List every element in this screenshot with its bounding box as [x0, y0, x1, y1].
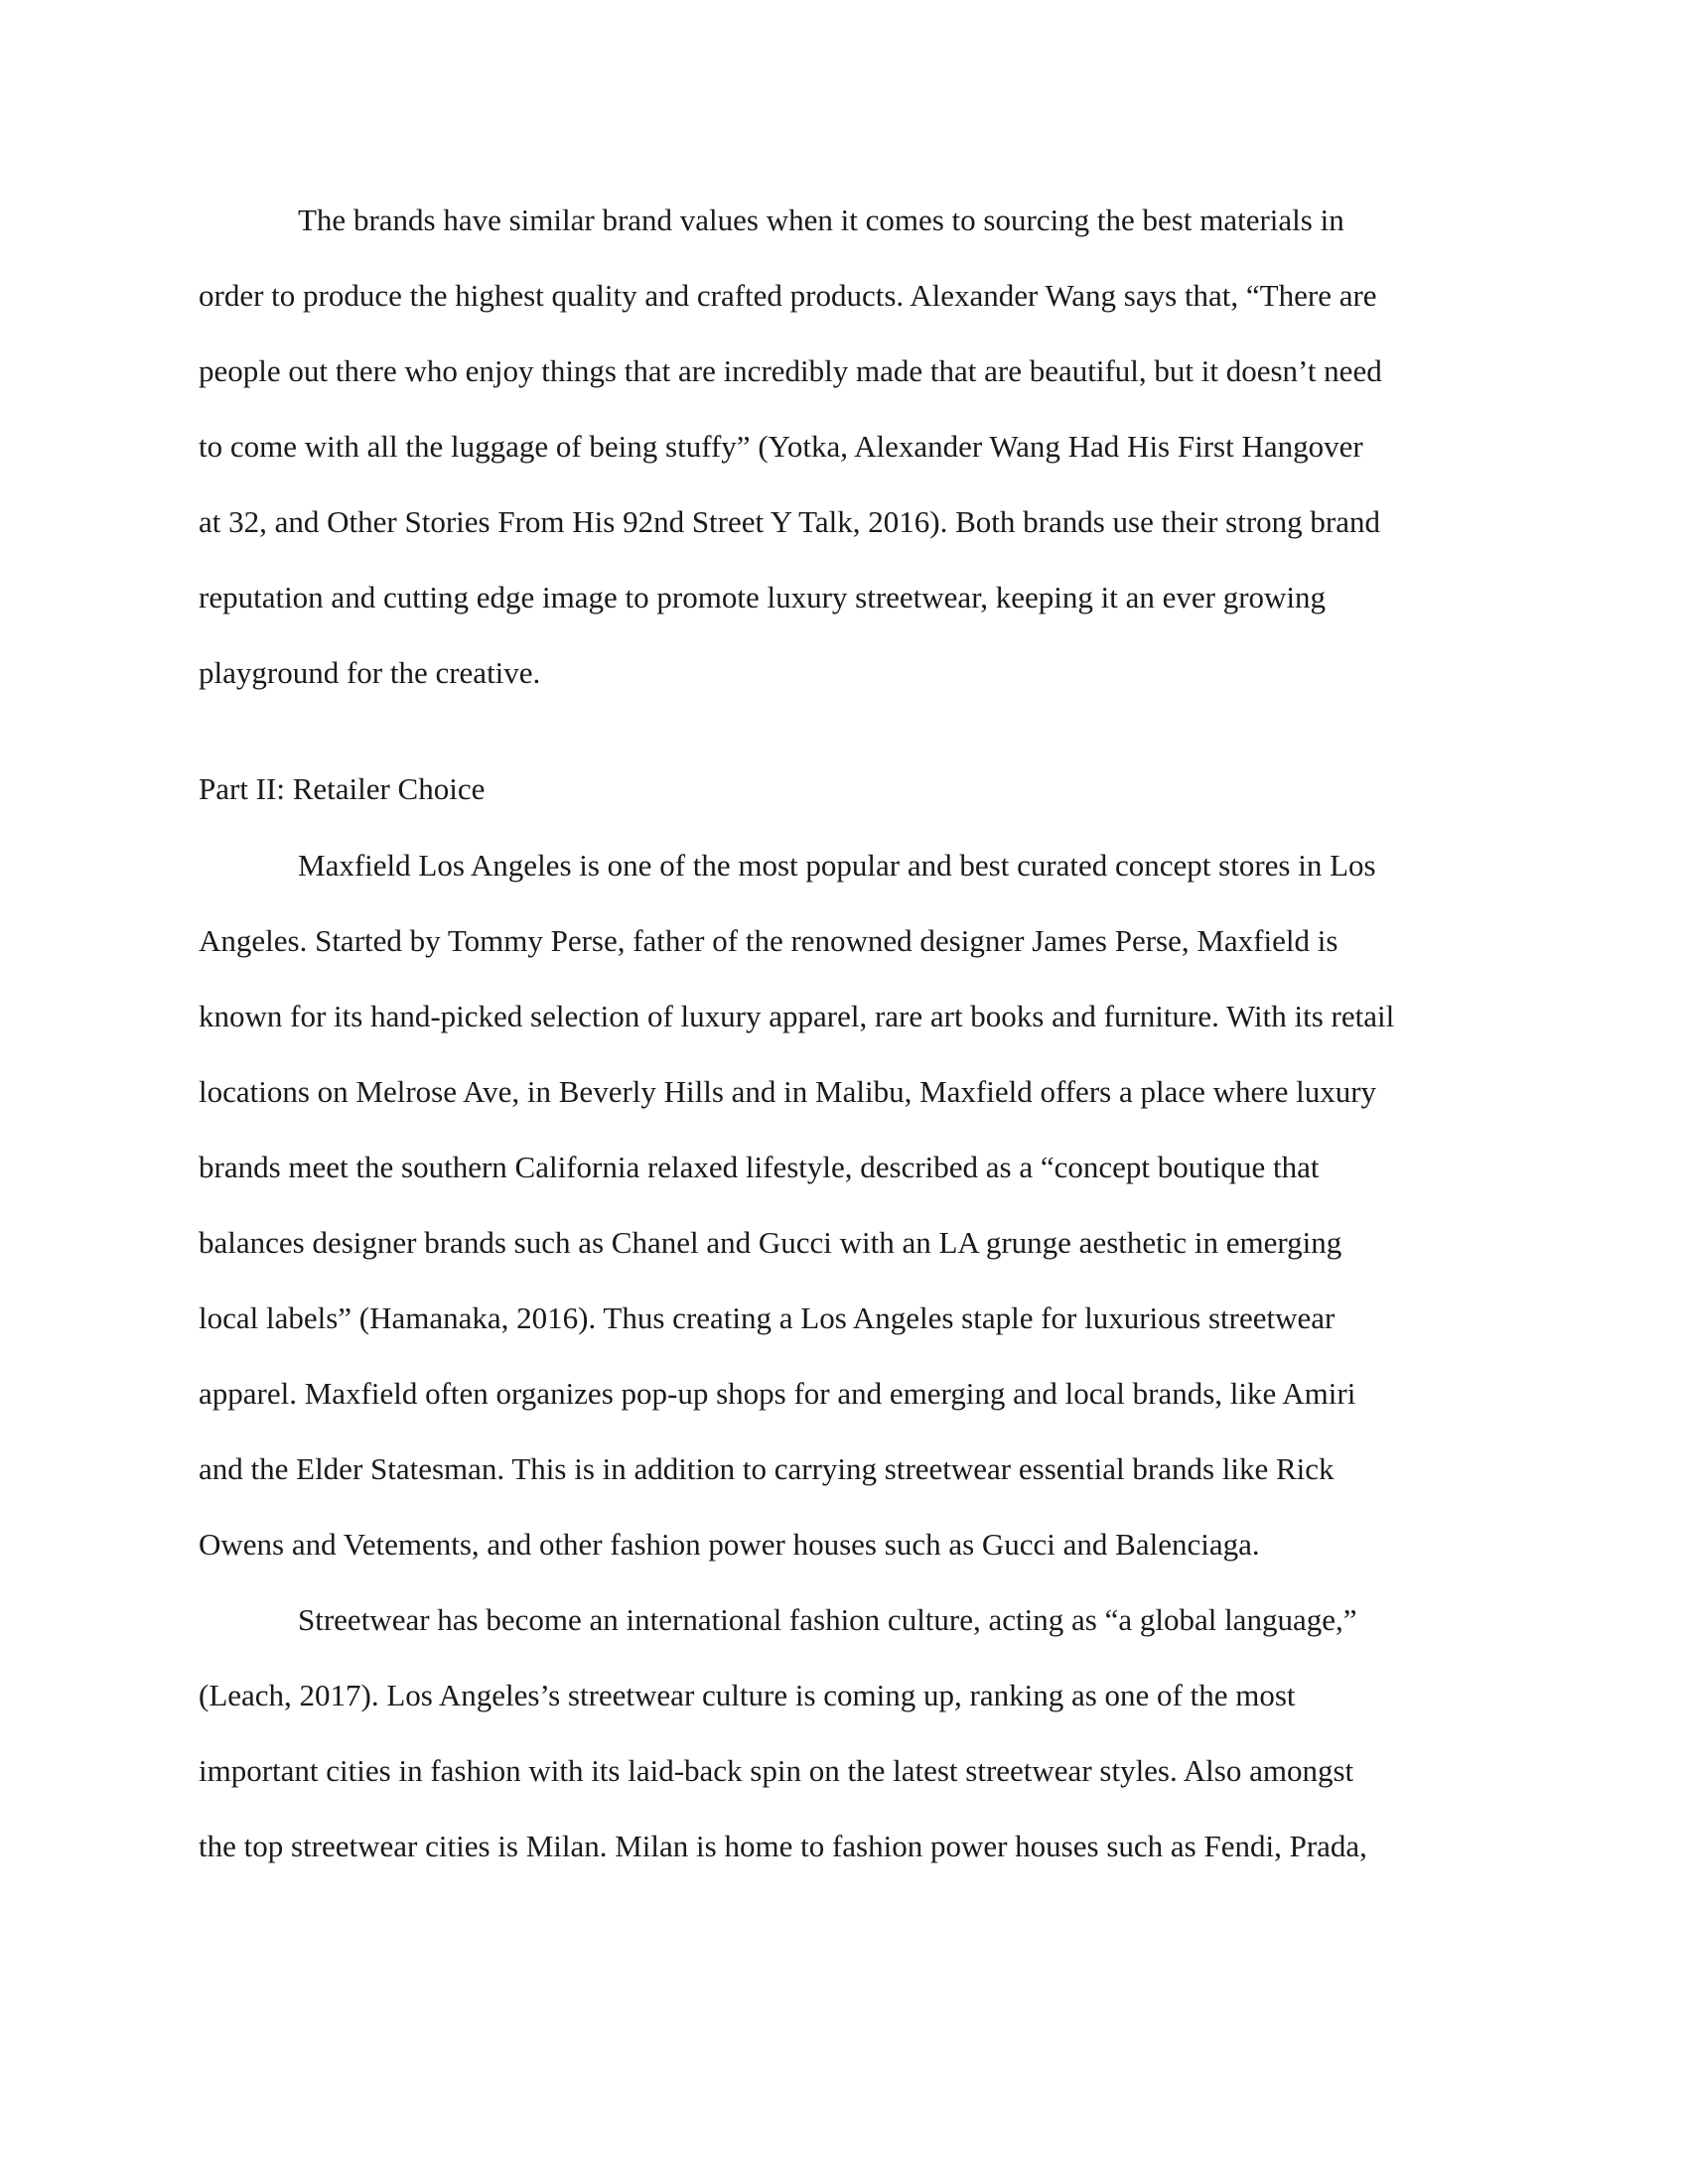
paragraph-1-line: order to produce the highest quality and crafted products. Alexander Wang says that, “There are: [199, 278, 1377, 313]
paragraph-3-line: Streetwear has become an international fashion culture, acting as “a global language,”: [298, 1602, 1357, 1637]
paragraph-2-line: apparel. Maxfield often organizes pop-up shops for and emerging and local brands, like Amiri: [199, 1376, 1356, 1411]
paragraph-2-line: brands meet the southern California relaxed lifestyle, described as a “concept boutique that: [199, 1150, 1320, 1184]
paragraph-2-line: Maxfield Los Angeles is one of the most popular and best curated concept stores in Los: [298, 848, 1376, 883]
paragraph-1-line: at 32, and Other Stories From His 92nd Street Y Talk, 2016). Both brands use their strong brand: [199, 504, 1381, 539]
paragraph-1-line: The brands have similar brand values when it comes to sourcing the best materials in: [298, 203, 1344, 237]
paragraph-2-line: Angeles. Started by Tommy Perse, father of the renowned designer James Perse, Maxfield is: [199, 923, 1338, 958]
section-heading: Part II: Retailer Choice: [199, 771, 486, 806]
paragraph-1-line: people out there who enjoy things that are incredibly made that are beautiful, but it doesn’t need: [199, 353, 1382, 388]
paragraph-2-line: known for its hand-picked selection of luxury apparel, rare art books and furniture. With its retail: [199, 999, 1395, 1033]
paragraph-2-line: and the Elder Statesman. This is in addition to carrying streetwear essential brands like Rick: [199, 1451, 1335, 1486]
paragraph-2-line: locations on Melrose Ave, in Beverly Hills and in Malibu, Maxfield offers a place where luxury: [199, 1074, 1377, 1109]
paragraph-2-line: local labels” (Hamanaka, 2016). Thus creating a Los Angeles staple for luxurious streetwear: [199, 1300, 1336, 1335]
paragraph-3-line: (Leach, 2017). Los Angeles’s streetwear culture is coming up, ranking as one of the most: [199, 1678, 1296, 1712]
paragraph-1-line: playground for the creative.: [199, 655, 541, 690]
paragraph-3-line: important cities in fashion with its laid-back spin on the latest streetwear styles. Also amongst: [199, 1753, 1354, 1788]
paragraph-1-line: reputation and cutting edge image to promote luxury streetwear, keeping it an ever growing: [199, 580, 1327, 614]
paragraph-1-line: to come with all the luggage of being stuffy” (Yotka, Alexander Wang Had His First Hangover: [199, 429, 1363, 464]
paragraph-3-line: the top streetwear cities is Milan. Milan is home to fashion power houses such as Fendi, Prada,: [199, 1829, 1367, 1863]
paragraph-2-line: Owens and Vetements, and other fashion power houses such as Gucci and Balenciaga.: [199, 1527, 1260, 1562]
paragraph-2-line: balances designer brands such as Chanel and Gucci with an LA grunge aesthetic in emerging: [199, 1225, 1342, 1260]
